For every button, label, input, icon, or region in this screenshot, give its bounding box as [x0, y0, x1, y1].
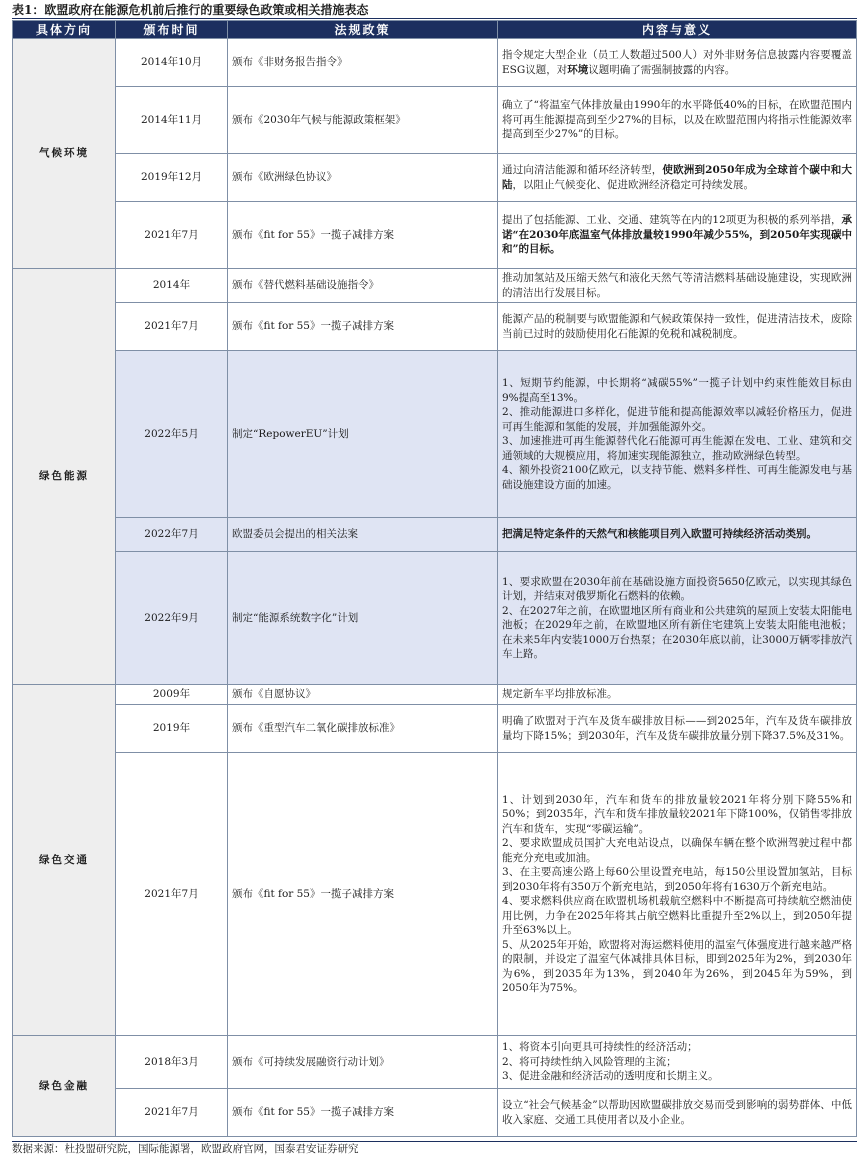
policy-cell: 制定“能源系统数字化”计划 — [228, 552, 498, 685]
content-line — [502, 376, 852, 405]
content-line — [502, 1040, 852, 1055]
policy-cell: 颁布《2030年气候与能源政策框架》 — [228, 87, 498, 154]
content-emphasis: 环境 — [567, 63, 589, 76]
content-cell — [498, 154, 857, 202]
date-cell: 2022年5月 — [116, 351, 228, 518]
table-row — [13, 705, 857, 753]
content-text: 1、计划到2030年，汽车和货车的排放量较2021年将分别下降55%和50%；到2035年，汽车和货车排放量较2021年下降100%，仅销售零排放汽车和货车，实现“零碳运输”。 — [502, 793, 852, 835]
content-line — [502, 463, 852, 492]
content-text: 3、加速推进可再生能源替代化石能源可再生能源在发电、工业、建筑和交通领域的大规模应用，将加速实现能源独立，推动欧洲绿色转型。 — [502, 435, 852, 462]
policy-cell: 颁布《fit for 55》一揽子减排方案 — [228, 303, 498, 351]
content-cell — [498, 1089, 857, 1137]
content-line — [502, 793, 852, 837]
direction-cell: 绿色能源 — [13, 269, 116, 685]
content-text: 1、将资本引向更具可持续性的经济活动； — [502, 1041, 698, 1054]
direction-cell: 绿色金融 — [13, 1036, 116, 1137]
content-cell — [498, 705, 857, 753]
direction-cell: 气候环境 — [13, 39, 116, 269]
policy-cell: 颁布《fit for 55》一揽子减排方案 — [228, 202, 498, 269]
content-line — [502, 714, 852, 743]
content-line — [502, 271, 852, 300]
date-cell: 2009年 — [116, 685, 228, 705]
content-cell — [498, 269, 857, 303]
header-content: 内容与意义 — [498, 21, 857, 39]
date-cell: 2014年11月 — [116, 87, 228, 154]
table-row — [13, 154, 857, 202]
header-direction: 具体方向 — [13, 21, 116, 39]
content-cell — [498, 351, 857, 518]
content-text: 1、要求欧盟在2030年前在基础设施方面投资5650亿欧元，以实现其绿色计划，并结束对俄罗斯化石燃料的依赖。 — [502, 575, 852, 602]
content-text: 4、要求燃料供应商在欧盟机场机载航空燃料中不断提高可持续航空燃油使用比例，力争在2025年将其占航空燃料比重提升至2%以上，到2050年提升至63%以上。 — [502, 895, 852, 936]
source-note: 数据来源：杜投盟研究院，国际能源署，欧盟政府官网，国泰君安证券研究 — [12, 1141, 857, 1157]
date-cell: 2019年12月 — [116, 154, 228, 202]
content-cell — [498, 518, 857, 552]
policy-cell: 颁布《自愿协议》 — [228, 685, 498, 705]
content-text: 议题明确了需强制披露的内容。 — [588, 63, 736, 76]
policy-cell: 颁布《重型汽车二氧化碳排放标准》 — [228, 705, 498, 753]
content-line — [502, 575, 852, 604]
content-text: 1、短期节约能源，中长期将“减碳55%”一揽子计划中约束性能效目标由9%提高至13%。 — [502, 377, 852, 404]
policy-cell: 颁布《替代燃料基础设施指令》 — [228, 269, 498, 303]
content-text: 指令规定大型企业（员工人数超过500人）对外非财务信息披露内容要覆盖ESG议题，对 — [502, 49, 852, 76]
content-text: 确立了“将温室气体排放量由1990年的水平降低40%的目标，在欧盟范围内将可再生能源提高到至少27%的目标，以及在欧盟范围内将指示性能源效率提高到至少27%”的目标。 — [502, 99, 852, 141]
content-emphasis: 把满足特定条件的天然气和核能项目列入欧盟可持续经济活动类别。 — [502, 528, 817, 541]
policy-cell: 颁布《可持续发展融资行动计划》 — [228, 1036, 498, 1089]
content-text: 5、从2025年开始，欧盟将对海运燃料使用的温室气体强度进行越来越严格的限制，并设定了温室气体减排具体目标，即到2025年为2%，到2030年为6%，到2035年为13%，到2040年为26%，到2045年为59%，到2050年为75%。 — [502, 938, 852, 994]
date-cell: 2022年9月 — [116, 552, 228, 685]
content-line — [502, 687, 852, 702]
content-line — [502, 434, 852, 463]
policy-cell: 欧盟委员会提出的相关法案 — [228, 518, 498, 552]
header-policy: 法规政策 — [228, 21, 498, 39]
content-text: 能源产品的税制要与欧盟能源和气候政策保持一致性，促进清洁技术，废除当前已过时的鼓励使用化石能源的免税和减税制度。 — [502, 313, 852, 340]
table-row — [13, 685, 857, 705]
content-line — [502, 836, 852, 865]
table-row — [13, 269, 857, 303]
date-cell: 2021年7月 — [116, 303, 228, 351]
content-line — [502, 527, 852, 542]
content-cell — [498, 753, 857, 1036]
content-text: 设立“社会气候基金”以帮助因欧盟碳排放交易而受到影响的弱势群体、中低收入家庭、交通工具使用者以及小企业。 — [502, 1099, 852, 1126]
policy-cell: 颁布《fit for 55》一揽子减排方案 — [228, 1089, 498, 1137]
content-cell — [498, 202, 857, 269]
table-row — [13, 303, 857, 351]
content-line — [502, 938, 852, 996]
content-text: 2、将可持续性纳入风险管理的主流； — [502, 1055, 677, 1068]
date-cell: 2014年10月 — [116, 39, 228, 87]
content-cell — [498, 552, 857, 685]
table-row — [13, 1036, 857, 1089]
date-cell: 2022年7月 — [116, 518, 228, 552]
policy-cell: 颁布《欧洲绿色协议》 — [228, 154, 498, 202]
content-line — [502, 312, 852, 341]
content-line — [502, 1055, 852, 1070]
content-text: 2、在2027年之前，在欧盟地区所有商业和公共建筑的屋顶上安装太阳能电池板；在2029年之前，在欧盟地区所有新住宅建筑上安装太阳能电池板；在未来5年内安装1000万台热泵；在2030年底以前，让3000万辆零排放汽车上路。 — [502, 604, 852, 660]
table-row — [13, 39, 857, 87]
content-line — [502, 98, 852, 142]
date-cell: 2021年7月 — [116, 202, 228, 269]
content-text: 规定新车平均排放标准。 — [502, 688, 618, 701]
content-line — [502, 865, 852, 894]
content-cell — [498, 39, 857, 87]
table-caption: 表1：欧盟政府在能源危机前后推行的重要绿色政策或相关措施表态 — [12, 2, 857, 19]
policy-cell: 制定“RepowerEU”计划 — [228, 351, 498, 518]
table-row — [13, 87, 857, 154]
date-cell: 2014年 — [116, 269, 228, 303]
header-date: 颁布时间 — [116, 21, 228, 39]
content-cell — [498, 1036, 857, 1089]
content-line — [502, 604, 852, 662]
content-line — [502, 405, 852, 434]
content-line — [502, 1069, 852, 1084]
content-line — [502, 213, 852, 257]
content-cell — [498, 685, 857, 705]
date-cell: 2021年7月 — [116, 1089, 228, 1137]
content-line — [502, 48, 852, 77]
table-row — [13, 753, 857, 1036]
table-row — [13, 202, 857, 269]
content-text: 通过向清洁能源和循环经济转型， — [502, 164, 663, 176]
table-row — [13, 351, 857, 518]
content-text: 3、在主要高速公路上每60公里设置充电站，每150公里设置加氢站，目标到2030年将有350万个新充电站，到2050年将有1630万个新充电站。 — [502, 866, 852, 893]
content-text: 推动加氢站及压缩天然气和液化天然气等清洁燃料基础设施建设，实现欧洲的清洁出行发展目标。 — [502, 272, 852, 299]
content-line — [502, 1098, 852, 1127]
date-cell: 2018年3月 — [116, 1036, 228, 1089]
date-cell: 2019年 — [116, 705, 228, 753]
content-cell — [498, 303, 857, 351]
table-header-row — [13, 21, 857, 39]
table-row — [13, 1089, 857, 1137]
content-text: 4、额外投资2100亿欧元，以支持节能、燃料多样性、可再生能源发电与基础设施建设方面的加速。 — [502, 464, 852, 491]
content-cell — [498, 87, 857, 154]
policy-cell: 颁布《fit for 55》一揽子减排方案 — [228, 753, 498, 1036]
policy-table — [12, 20, 857, 1137]
direction-cell: 绿色交通 — [13, 685, 116, 1036]
date-cell: 2021年7月 — [116, 753, 228, 1036]
content-text: 提出了包括能源、工业、交通、建筑等在内的12项更为积极的系列举措， — [502, 214, 842, 227]
content-emphasis: 使欧洲到2050年成为全球首个碳中和大陆 — [502, 164, 852, 191]
content-text: 2、推动能源进口多样化，促进节能和提高能源效率以减轻价格压力，促进可再生能源和氢能的发展，并加强能源外交。 — [502, 406, 852, 433]
content-text: ，以阻止气候变化、促进欧洲经济稳定可持续发展。 — [512, 178, 754, 191]
table-row — [13, 552, 857, 685]
table-row — [13, 518, 857, 552]
content-line — [502, 894, 852, 938]
content-text: 3、促进金融和经济活动的透明度和长期主义。 — [502, 1070, 719, 1083]
policy-cell: 颁布《非财务报告指令》 — [228, 39, 498, 87]
content-text: 2、要求欧盟成员国扩大充电站设点，以确保车辆在整个欧洲驾驶过程中都能充分充电或加油。 — [502, 837, 852, 864]
content-line — [502, 163, 852, 192]
table-body — [13, 39, 857, 1137]
content-emphasis: 承诺“在2030年底温室气体排放量较1990年减少55%，到2050年实现碳中和”的目标。 — [502, 214, 852, 256]
content-text: 明确了欧盟对于汽车及货车碳排放目标——到2025年，汽车及货车碳排放量均下降15%；到2030年，汽车及货车碳排放量分别下降37.5%及31%。 — [502, 715, 852, 742]
